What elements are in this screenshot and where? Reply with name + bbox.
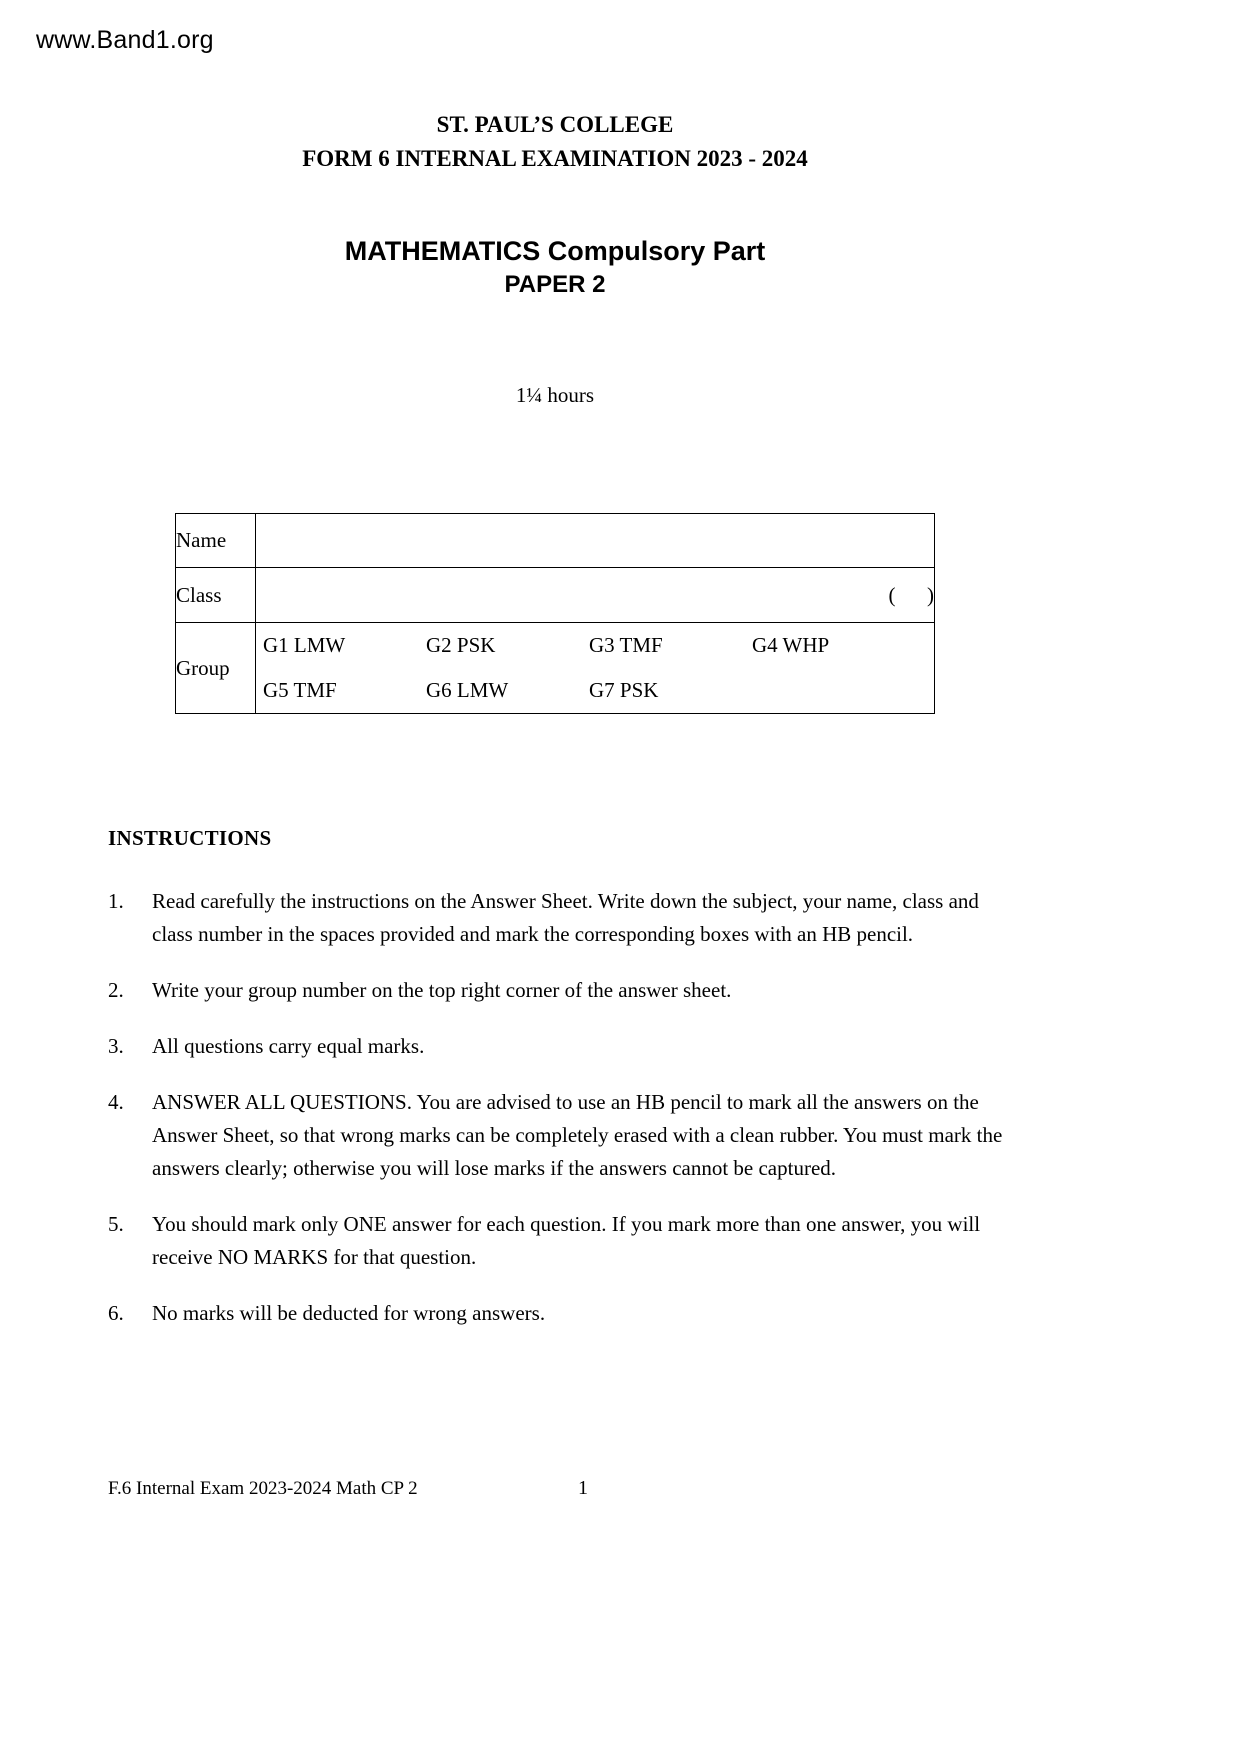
group-options-line-2 bbox=[256, 668, 934, 713]
name-label: Name bbox=[176, 514, 256, 568]
group-option: G4 WHP bbox=[752, 633, 830, 657]
paper-number: PAPER 2 bbox=[504, 271, 606, 298]
group-option: G2 PSK bbox=[426, 633, 496, 657]
group-options-cell bbox=[256, 623, 935, 714]
instruction-item-2 bbox=[108, 974, 1010, 1007]
instruction-number: 2. bbox=[108, 978, 124, 1002]
group-row bbox=[176, 623, 935, 714]
name-row bbox=[176, 514, 935, 568]
instruction-number: 3. bbox=[108, 1034, 124, 1058]
instructions-list bbox=[108, 885, 1010, 1353]
instruction-item-1 bbox=[108, 885, 1010, 951]
instructions-heading: INSTRUCTIONS bbox=[108, 826, 272, 850]
instruction-text: ANSWER ALL QUESTIONS. You are advised to use an HB pencil to mark all the answers on the Answer Sheet, so that wrong marks can be completely erased with a clean rubber. You must mark the answers clearly; otherwise you will lose marks if the answers cannot be captured. bbox=[152, 1090, 1003, 1180]
candidate-info-table bbox=[175, 513, 935, 714]
group-label: Group bbox=[176, 623, 256, 714]
instruction-item-4 bbox=[108, 1086, 1010, 1185]
group-options-line-1 bbox=[256, 623, 934, 668]
exam-duration: 1¼ hours bbox=[515, 383, 595, 407]
group-option: G3 TMF bbox=[589, 633, 663, 657]
footer-document-id: F.6 Internal Exam 2023-2024 Math CP 2 bbox=[108, 1478, 418, 1499]
instruction-text: All questions carry equal marks. bbox=[152, 1034, 425, 1058]
group-option: G6 LMW bbox=[426, 678, 509, 702]
instruction-item-6 bbox=[108, 1297, 1010, 1330]
group-option: G7 PSK bbox=[589, 678, 659, 702]
site-watermark: www.Band1.org bbox=[36, 26, 214, 54]
instruction-text: No marks will be deducted for wrong answers. bbox=[152, 1301, 546, 1325]
group-option: G5 TMF bbox=[263, 678, 337, 702]
instruction-text: You should mark only ONE answer for each question. If you mark more than one answer, you will receive NO MARKS for that question. bbox=[152, 1212, 981, 1269]
instruction-number: 6. bbox=[108, 1301, 124, 1325]
subject-title: MATHEMATICS Compulsory Part bbox=[344, 236, 766, 266]
school-name: ST. PAUL’S COLLEGE bbox=[436, 112, 674, 137]
class-number-brackets: ( ) bbox=[256, 568, 935, 623]
name-blank-field bbox=[256, 514, 935, 568]
footer-page-number: 1 bbox=[578, 1477, 588, 1499]
group-option: G1 LMW bbox=[263, 633, 346, 657]
exam-title: FORM 6 INTERNAL EXAMINATION 2023 - 2024 bbox=[302, 146, 808, 171]
class-row bbox=[176, 568, 935, 623]
instruction-number: 5. bbox=[108, 1212, 124, 1236]
class-label: Class bbox=[176, 568, 256, 623]
instruction-item-5 bbox=[108, 1208, 1010, 1274]
instruction-number: 4. bbox=[108, 1090, 124, 1114]
instruction-number: 1. bbox=[108, 889, 124, 913]
instruction-item-3 bbox=[108, 1030, 1010, 1063]
instruction-text: Write your group number on the top right corner of the answer sheet. bbox=[152, 978, 732, 1002]
instruction-text: Read carefully the instructions on the Answer Sheet. Write down the subject, your name, class and class number in the spaces provided and mark the corresponding boxes with an HB pencil. bbox=[152, 889, 979, 946]
